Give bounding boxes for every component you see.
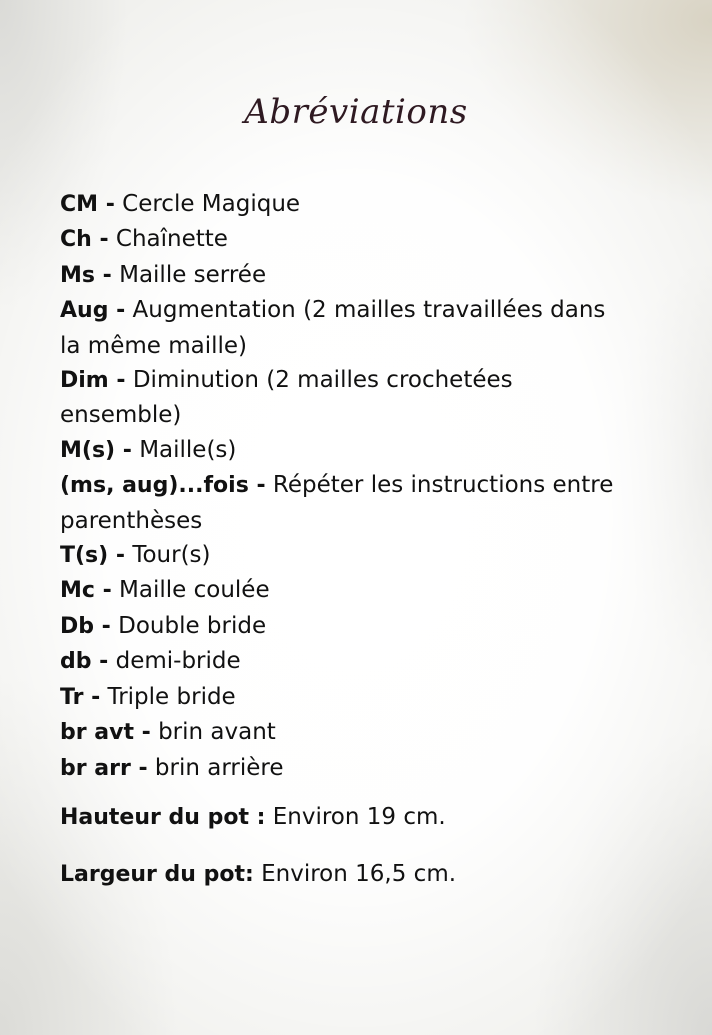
list-item	[60, 468, 620, 538]
abbreviation-definition: Cercle Magique	[122, 191, 301, 217]
abbreviation-term: Aug -	[60, 298, 126, 324]
abbreviation-definition: Maille coulée	[119, 577, 270, 604]
abbreviation-definition: Augmentation (2 mailles travaillées dans la même maille)	[60, 297, 606, 359]
list-item	[60, 715, 620, 750]
pot-height	[60, 801, 660, 834]
abbreviation-term: br arr -	[60, 755, 148, 781]
abbreviation-definition: demi-bride	[115, 648, 241, 675]
abbreviation-definition: Diminution (2 mailles crochetées ensemble)	[60, 367, 513, 429]
abbreviation-definition: brin arrière	[154, 754, 284, 781]
pot-width	[60, 858, 660, 891]
abbreviation-definition: Tour(s)	[132, 542, 211, 569]
abbreviation-definition: Répéter les instructions entre parenthèses	[60, 472, 614, 534]
list-item	[60, 609, 620, 644]
list-item	[60, 644, 620, 679]
abbreviation-term: Mc -	[60, 578, 112, 604]
abbreviation-term: Db -	[60, 613, 111, 639]
list-item	[60, 751, 620, 786]
pot-height-value: Environ 19 cm.	[272, 804, 446, 830]
abbreviation-definition: Triple bride	[107, 683, 236, 710]
abbreviation-definition: Double bride	[118, 612, 267, 639]
list-item	[60, 573, 620, 608]
abbreviation-definition: Maille(s)	[139, 436, 237, 463]
abbreviation-definition: brin avant	[158, 719, 276, 746]
list-item	[60, 680, 620, 715]
list-item	[60, 293, 620, 363]
list-item	[60, 433, 620, 468]
abbreviation-term: M(s) -	[60, 437, 132, 463]
abbreviation-term: Tr -	[60, 684, 101, 710]
abbreviation-term: (ms, aug)...fois -	[60, 473, 266, 499]
abbreviation-term: db -	[60, 649, 109, 675]
pot-width-label: Largeur du pot:	[60, 862, 254, 887]
pot-width-value: Environ 16,5 cm.	[261, 861, 457, 887]
list-item	[60, 187, 620, 222]
abbreviation-term: Dim -	[60, 368, 126, 394]
abbreviation-term: br avt -	[60, 720, 151, 746]
abbreviation-term: Ms -	[60, 262, 112, 288]
list-item	[60, 538, 620, 573]
list-item	[60, 258, 620, 293]
list-item	[60, 363, 620, 433]
abbreviation-list	[60, 187, 620, 786]
abbreviation-term: CM -	[60, 192, 115, 217]
page-title: Abréviations	[244, 92, 468, 132]
abbreviation-term: T(s) -	[60, 543, 126, 569]
abbreviation-definition: Chaînette	[115, 226, 228, 253]
list-item	[60, 222, 620, 257]
abbreviation-term: Ch -	[60, 227, 109, 253]
abbreviation-definition: Maille serrée	[119, 261, 267, 288]
pot-height-label: Hauteur du pot :	[60, 805, 266, 830]
